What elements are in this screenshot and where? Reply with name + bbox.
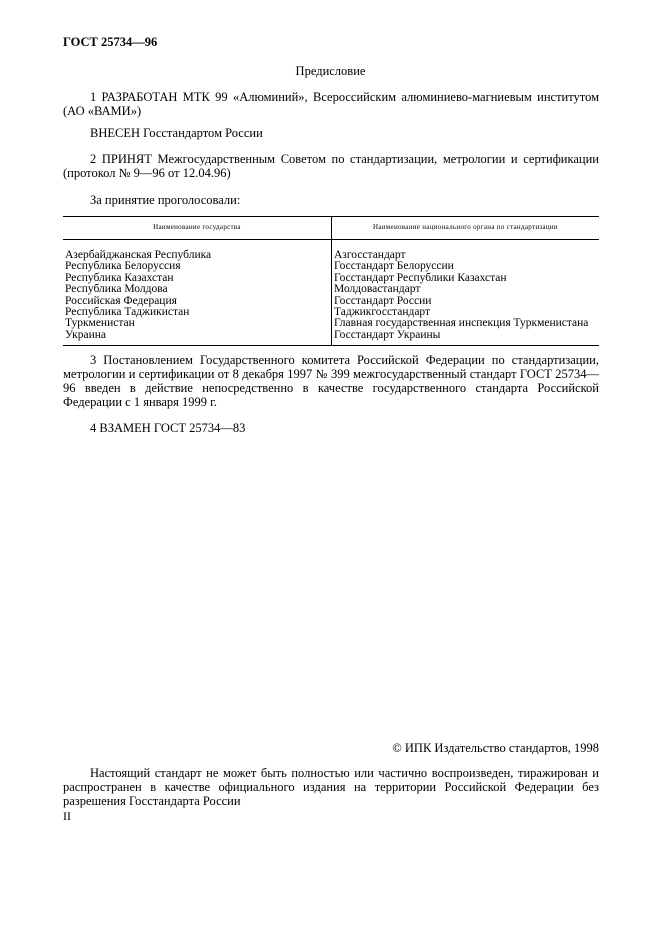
states-column: [63, 240, 332, 346]
paragraph-replaces: 4 ВЗАМЕН ГОСТ 25734—83: [90, 421, 246, 435]
body-cell: Молдовастандарт: [334, 283, 421, 296]
table-header-row: [63, 217, 599, 240]
body-cell: Таджикгосстандарт: [334, 305, 431, 318]
state-cell: Азербайджанская Республика: [65, 249, 212, 261]
body-cell: Главная государственная инспекция Туркменистана: [334, 317, 589, 330]
body-cell: Азгосстандарт: [334, 249, 406, 261]
body-cell: Госстандарт России: [334, 294, 432, 307]
body-cell: Госстандарт Республики Казахстан: [334, 271, 507, 284]
header-state: Наименование государства: [63, 217, 332, 240]
state-cell: Республика Таджикистан: [65, 305, 190, 318]
header-national-body: Наименование национального органа по стандартизации: [332, 217, 600, 240]
paragraph-adopted: 2 ПРИНЯТ Межгосударственным Советом по стандартизации, метрологии и сертификации (протокол № 9—96 от 12.04.96): [63, 152, 599, 180]
paragraph-introduced: ВНЕСЕН Госстандартом России: [90, 126, 263, 140]
state-cell: Туркменистан: [65, 317, 135, 330]
paragraph-developed: 1 РАЗРАБОТАН МТК 99 «Алюминий», Всероссийским алюминиево-магниевым институтом (АО «ВАМИ»): [63, 90, 599, 118]
state-cell: Украина: [65, 328, 106, 341]
paragraph-voted: За принятие проголосовали:: [90, 193, 241, 207]
document-header: ГОСТ 25734—96: [63, 35, 158, 49]
section-title: Предисловие: [295, 64, 366, 78]
paragraph-enacted: 3 Постановлением Государственного комитета Российской Федерации по стандартизации, метрологии и сертификации от 8 декабря 1997 № 399 межгосударственный стандарт ГОСТ 25734—96 введен в действие непосредственно в качестве государственного стандарта Российской Федерации с 1 января 1999 г.: [63, 353, 599, 409]
body-cell: Госстандарт Украины: [334, 328, 441, 341]
page-number: II: [63, 809, 71, 823]
bodies-column: [332, 240, 600, 346]
reproduction-notice: Настоящий стандарт не может быть полностью или частично воспроизведен, тиражирован и распространен в качестве официального издания на территории Российской Федерации без разрешения Госстандарта России: [63, 766, 599, 808]
voting-table: [63, 216, 599, 346]
body-cell: Госстандарт Белоруссии: [334, 260, 454, 273]
state-cell: Республика Молдова: [65, 283, 168, 296]
state-cell: Российская Федерация: [65, 294, 177, 307]
copyright-line: © ИПК Издательство стандартов, 1998: [392, 741, 599, 755]
table-row: [63, 240, 599, 346]
state-cell: Республика Белоруссия: [65, 260, 181, 273]
state-cell: Республика Казахстан: [65, 271, 174, 284]
